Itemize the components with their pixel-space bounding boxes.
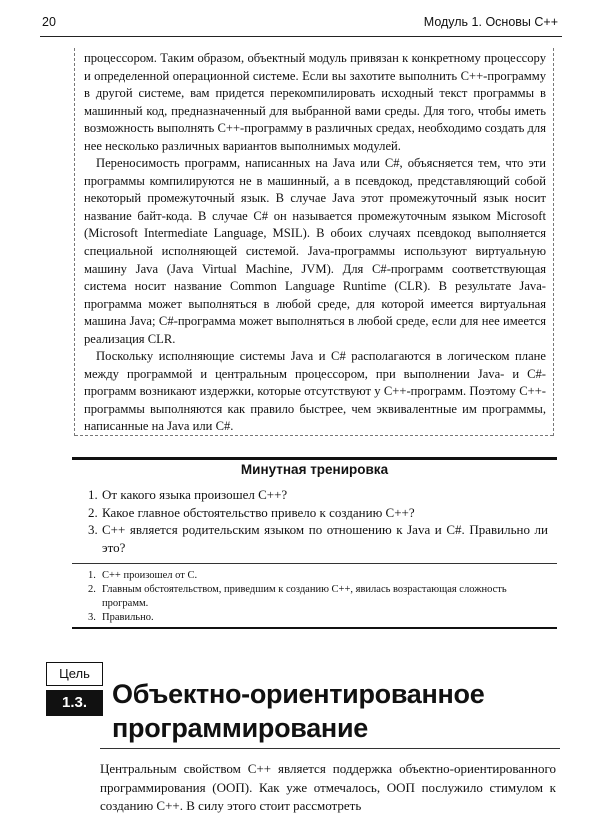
quiz-answer: 3. Правильно. <box>88 612 154 623</box>
quiz-questions <box>88 486 548 556</box>
section-rule <box>100 748 560 749</box>
goal-label: Цель <box>46 662 103 686</box>
body-paragraph: Центральным свойством C++ является поддержка объектно-ориентированного программирования (ООП). Как уже отмечалось, ООП послужило стимулом к созданию C++. В силу этого стоит рассмотреть <box>100 761 556 813</box>
sidebar-box <box>74 48 554 436</box>
section-title: Объектно-ориентированное программирование <box>112 679 485 743</box>
sidebar-bottom-rule <box>75 435 553 436</box>
running-header <box>42 15 558 35</box>
quiz-bottom-rule <box>72 627 557 629</box>
quiz-answers <box>88 569 548 625</box>
quiz-answer: 2. Главным обстоятельством, приведшим к созданию C++, явилась возрастающая сложность программ. <box>88 584 507 609</box>
sidebar-paragraph: процессором. Таким образом, объектный модуль привязан к конкретному процессору и определенной операционной системе. Если вы захотите выполнить C++-программу в другой системе, вам придется перекомпилировать исходный текст программы в машинный код, предназначенный для выбранной вами среды. Для того, чтобы иметь возможность выполнять C++-программу в различных средах, необходимо создать для нее несколько различных вариантов выполнимых модулей. <box>84 51 546 153</box>
quiz-answer: 1. C++ произошел от C. <box>88 570 198 581</box>
quiz-divider <box>72 563 557 564</box>
quiz-top-rule <box>72 457 557 460</box>
module-title: Модуль 1. Основы C++ <box>423 15 558 29</box>
quiz-question: 2. Какое главное обстоятельство привело к созданию C++? <box>88 504 415 520</box>
sidebar-paragraph: Поскольку исполняющие системы Java и C# располагаются в логическом плане между программой и центральным процессором, при выполнении Java- и C#-программ возникают издержки, которые отсутствуют у C++-программ. Поэтому C++-программы выполняются как правило быстрее, чем эквивалентные им программы, написанные на Java или C#. <box>84 349 546 434</box>
quiz-question: 3. C++ является родительским языком по отношению к Java и C#. Правильно ли это? <box>88 522 548 555</box>
sidebar-paragraph: Переносимость программ, написанных на Java или C#, объясняется тем, что эти программы компилируются не в машинный, а в псевдокод, представляющий собой некоторый промежуточный язык. В случае Java этот промежуточный язык носит название байт-кода. В случае C# он называется промежуточным языком Microsoft (Microsoft Intermediate Language, MSIL). В обоих случаях псевдокод выполняется специальной исполняющей системой. Java-программы используют виртуальную машину Java (Java Virtual Machine, JVM). Для C#-программ соответствующая система носит название Common Language Runtime (CLR). В результате Java-программа может выполняться в любой среде, для которой имеется виртуальная машина Java; C#-программа может выполняться в любой среде, если для нее имеется реализация CLR. <box>84 156 546 346</box>
sidebar-text <box>84 50 546 436</box>
quiz-question: 1. От какого языка произошел C++? <box>88 487 288 502</box>
page-number: 20 <box>42 15 56 29</box>
section-number: 1.3. <box>46 690 103 716</box>
header-rule <box>40 36 562 37</box>
quiz-title: Минутная тренировка <box>240 462 389 477</box>
